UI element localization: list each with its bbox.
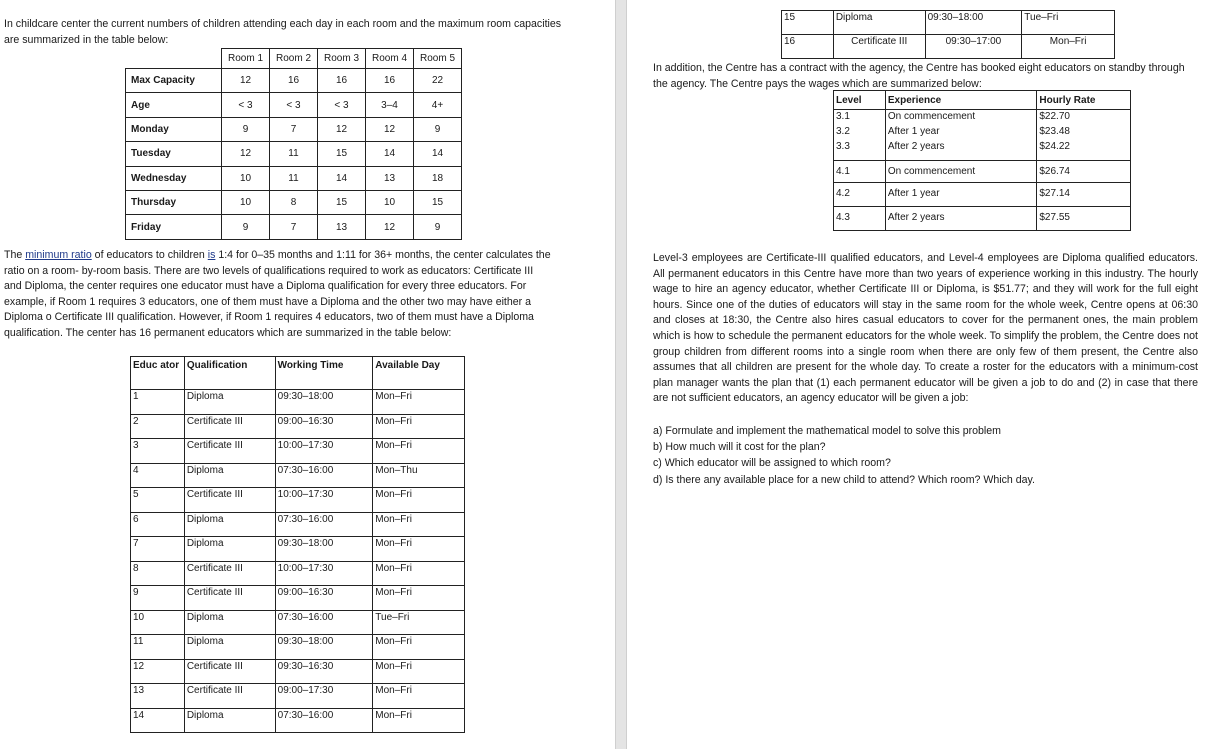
- table-cell: 12: [222, 142, 270, 166]
- hourly-rate-cell: [1037, 110, 1131, 161]
- hourly-rate-header: Hourly Rate: [1037, 91, 1131, 110]
- room-header: Room 5: [414, 49, 462, 69]
- level-paragraph: Level-3 employees are Certificate-III qualified educators, and Level-4 employees are Diploma qualified educators. All permanent educators in this Centre have more than two years of experience working in this industry. The hourly wage to hire an agency educator, whether Certificate III or Diploma, is $51.77; and they will work for the full eight hours. Since one of the duties of educators will stay in the same room for the whole week, Centre opens at 06:30 and closes at 18:30, the Centre also hires casual educators to cover for the permanent ones, the main problem which is how to schedule the permanent educators for the whole week. To simplify the problem, the Centre does not group children from different rooms into a single room when there are only few of them present, the Centre also assumes that all children are present for the whole day. To create a roster for the educators with a minimum-cost plan manager wants the plan that (1) each permanent educator will be given a job to do and (2) in case that there are not sufficient educators, an agency educator will be given a job:: [653, 252, 1198, 405]
- available-day: Mon–Fri: [373, 708, 465, 733]
- table-row: [131, 610, 465, 635]
- document-page-right: [627, 0, 1219, 749]
- table-cell: 9: [414, 215, 462, 239]
- row-label: Max Capacity: [126, 69, 222, 93]
- experience: On commencement: [887, 111, 976, 122]
- hourly-rate-cell: [1037, 207, 1131, 231]
- qualification: Diploma: [184, 708, 275, 733]
- table-cell: 14: [318, 166, 366, 190]
- table-cell: 10: [222, 190, 270, 214]
- level-cell: [834, 161, 886, 183]
- hourly-rate: $27.14: [1039, 188, 1070, 199]
- educator-id: 9: [131, 586, 185, 611]
- qualification: Diploma: [184, 463, 275, 488]
- table-row: [834, 183, 1131, 207]
- table-row: [126, 215, 462, 239]
- table-row: [126, 166, 462, 190]
- table-row: [131, 635, 465, 660]
- level: 3.2: [836, 126, 850, 137]
- row-label: Wednesday: [126, 166, 222, 190]
- experience-cell: [885, 110, 1037, 161]
- working-time: 09:30–17:00: [925, 35, 1022, 59]
- experience-header: Experience: [885, 91, 1037, 110]
- qualification: Certificate III: [184, 561, 275, 586]
- hourly-rate: $27.55: [1039, 212, 1070, 223]
- table-row: [131, 439, 465, 464]
- table-cell: 14: [366, 142, 414, 166]
- row-label: Monday: [126, 117, 222, 141]
- level: 4.3: [836, 212, 850, 223]
- wage-table: [833, 90, 1131, 231]
- table-cell: 9: [222, 215, 270, 239]
- table-row: [131, 390, 465, 415]
- table-row: [131, 586, 465, 611]
- working-time: 09:30–16:30: [275, 659, 373, 684]
- hourly-rate: $26.74: [1039, 166, 1070, 177]
- available-day: Mon–Fri: [373, 635, 465, 660]
- ratio-paragraph: [4, 248, 552, 342]
- available-day: Mon–Fri: [373, 684, 465, 709]
- available-day: Mon–Fri: [373, 439, 465, 464]
- table-row: [131, 463, 465, 488]
- table-cell: 16: [318, 69, 366, 93]
- available-day: Mon–Fri: [373, 561, 465, 586]
- hourly-rate-cell: [1037, 183, 1131, 207]
- working-time: 10:00–17:30: [275, 561, 373, 586]
- educator-id: 16: [782, 35, 834, 59]
- qualification: Certificate III: [184, 439, 275, 464]
- educator-id: 7: [131, 537, 185, 562]
- ratio-rest: 1:4 for 0–35 months and 1:11 for 36+ months, the center calculates the ratio on a room- by-room basis. There are two levels of qualifications required to work as educators: Certificate III and Diploma, the center requires one educator must have a Diploma qualification for every three educators. For example, if Room 1 requires 3 educators, one of them must have a Diploma and the other two may have either a Diploma o Certificate III qualification. However, if Room 1 requires 4 educators, two of them must have a Diploma qualification. The center has 16 permanent educators which are summarized in the table below:: [4, 249, 551, 339]
- experience: On commencement: [887, 166, 976, 177]
- educator-id: 1: [131, 390, 185, 415]
- hourly-rate: $23.48: [1039, 126, 1070, 137]
- table-row: [782, 35, 1115, 59]
- table-row: [131, 488, 465, 513]
- table-cell: 9: [414, 117, 462, 141]
- question-item: b) How much will it cost for the plan?: [653, 441, 826, 454]
- table-cell: 12: [366, 215, 414, 239]
- level: 3.1: [836, 111, 850, 122]
- table-cell: 22: [414, 69, 462, 93]
- question-item: c) Which educator will be assigned to which room?: [653, 457, 891, 470]
- question-list: [653, 423, 1198, 488]
- table-row: [126, 190, 462, 214]
- qualification: Certificate III: [184, 488, 275, 513]
- row-label: Thursday: [126, 190, 222, 214]
- is-link[interactable]: is: [207, 249, 216, 261]
- table-cell: < 3: [318, 93, 366, 117]
- table-row: [126, 69, 462, 93]
- table-row: [834, 161, 1131, 183]
- table-cell: 18: [414, 166, 462, 190]
- row-label: Tuesday: [126, 142, 222, 166]
- table-row: [834, 110, 1131, 161]
- ratio-prefix: The: [4, 249, 26, 261]
- working-time-header: Working Time: [275, 357, 373, 390]
- table-cell: 7: [270, 215, 318, 239]
- qualification: Certificate III: [184, 586, 275, 611]
- question-item: a) Formulate and implement the mathematical model to solve this problem: [653, 425, 1001, 437]
- educator-id: 15: [782, 11, 834, 35]
- available-day: Mon–Fri: [373, 586, 465, 611]
- room-header: Room 1: [222, 49, 270, 69]
- level-header: Level: [834, 91, 886, 110]
- educator-id: 8: [131, 561, 185, 586]
- level-cell: [834, 183, 886, 207]
- qualification: Diploma: [184, 537, 275, 562]
- table-row: [126, 93, 462, 117]
- experience-cell: [885, 183, 1037, 207]
- row-label: Friday: [126, 215, 222, 239]
- table-cell: 14: [414, 142, 462, 166]
- table-cell: 10: [366, 190, 414, 214]
- educator-id: 4: [131, 463, 185, 488]
- educator-id: 2: [131, 414, 185, 439]
- educator-id: 12: [131, 659, 185, 684]
- table-cell: 15: [318, 142, 366, 166]
- experience: After 1 year: [887, 188, 940, 199]
- qualification: Diploma: [184, 512, 275, 537]
- educator-id: 5: [131, 488, 185, 513]
- working-time: 07:30–16:00: [275, 463, 373, 488]
- available-day: Mon–Fri: [373, 512, 465, 537]
- working-time: 09:30–18:00: [925, 11, 1022, 35]
- available-day: Mon–Fri: [373, 414, 465, 439]
- available-day: Mon–Fri: [373, 659, 465, 684]
- qualification: Diploma: [184, 635, 275, 660]
- working-time: 09:00–16:30: [275, 414, 373, 439]
- table-cell: 8: [270, 190, 318, 214]
- working-time: 09:00–17:30: [275, 684, 373, 709]
- table-row: [131, 414, 465, 439]
- table-row: [834, 207, 1131, 231]
- working-time: 10:00–17:30: [275, 488, 373, 513]
- table-row: [131, 684, 465, 709]
- level-cell: [834, 207, 886, 231]
- intro-paragraph: In childcare center the current numbers of children attending each day in each room and the maximum room capacities are summarized in the table below:: [4, 18, 562, 46]
- qualification-header: Qualification: [184, 357, 275, 390]
- qualification: Diploma: [184, 390, 275, 415]
- table-cell: 11: [270, 166, 318, 190]
- table-row: [126, 117, 462, 141]
- table-row: [131, 561, 465, 586]
- table-cell: 9: [222, 117, 270, 141]
- available-day: Tue–Fri: [1022, 11, 1115, 35]
- table-cell: 13: [318, 215, 366, 239]
- table-row: [131, 537, 465, 562]
- hourly-rate-cell: [1037, 161, 1131, 183]
- room-header: Room 2: [270, 49, 318, 69]
- table-row: [131, 659, 465, 684]
- available-day: Mon–Thu: [373, 463, 465, 488]
- table-row: [131, 708, 465, 733]
- educator-id: 11: [131, 635, 185, 660]
- table-cell: 4+: [414, 93, 462, 117]
- experience: After 2 years: [887, 141, 945, 152]
- page-gutter: [615, 0, 627, 749]
- available-day-header: Available Day: [373, 357, 465, 390]
- qualification: Certificate III: [184, 414, 275, 439]
- working-time: 07:30–16:00: [275, 512, 373, 537]
- level: 4.2: [836, 188, 850, 199]
- educator-id: 6: [131, 512, 185, 537]
- working-time: 09:00–16:30: [275, 586, 373, 611]
- available-day: Mon–Fri: [373, 488, 465, 513]
- room-header: Room 4: [366, 49, 414, 69]
- agency-paragraph: In addition, the Centre has a contract with the agency, the Centre has booked eight educators on standby through the agency. The Centre pays the wages which are summarized below:: [653, 62, 1185, 90]
- working-time: 07:30–16:00: [275, 610, 373, 635]
- table-cell: 11: [270, 142, 318, 166]
- educator-id: 13: [131, 684, 185, 709]
- qualification: Diploma: [833, 11, 925, 35]
- experience: After 1 year: [887, 126, 940, 137]
- row-label: Age: [126, 93, 222, 117]
- available-day: Mon–Fri: [1022, 35, 1115, 59]
- experience: After 2 years: [887, 212, 945, 223]
- table-row: [131, 512, 465, 537]
- working-time: 09:30–18:00: [275, 390, 373, 415]
- table-cell: 12: [366, 117, 414, 141]
- room-header: Room 3: [318, 49, 366, 69]
- table-cell: < 3: [270, 93, 318, 117]
- educator-table-continued: [781, 10, 1115, 59]
- hourly-rate: $22.70: [1039, 111, 1070, 122]
- available-day: Mon–Fri: [373, 537, 465, 562]
- experience-cell: [885, 161, 1037, 183]
- level-cell: [834, 110, 886, 161]
- table-row: [782, 11, 1115, 35]
- qualification: Diploma: [184, 610, 275, 635]
- working-time: 10:00–17:30: [275, 439, 373, 464]
- hourly-rate: $24.22: [1039, 141, 1070, 152]
- working-time: 09:30–18:00: [275, 635, 373, 660]
- table-cell: 7: [270, 117, 318, 141]
- qualification: Certificate III: [184, 659, 275, 684]
- level: 4.1: [836, 166, 850, 177]
- experience-cell: [885, 207, 1037, 231]
- available-day: Tue–Fri: [373, 610, 465, 635]
- educator-id: 3: [131, 439, 185, 464]
- table-cell: 13: [366, 166, 414, 190]
- educator-table: [130, 356, 465, 733]
- table-cell: 12: [222, 69, 270, 93]
- ratio-mid: of educators to children: [91, 249, 208, 261]
- educator-id: 14: [131, 708, 185, 733]
- table-cell: 12: [318, 117, 366, 141]
- table-cell: 16: [366, 69, 414, 93]
- working-time: 09:30–18:00: [275, 537, 373, 562]
- minimum-ratio-link[interactable]: minimum ratio: [25, 249, 92, 261]
- room-capacity-table: [125, 48, 462, 240]
- level: 3.3: [836, 141, 850, 152]
- educator-header: Educ ator: [131, 357, 185, 390]
- qualification: Certificate III: [833, 35, 925, 59]
- table-cell: 16: [270, 69, 318, 93]
- educator-id: 10: [131, 610, 185, 635]
- table-cell: 15: [318, 190, 366, 214]
- table-cell: 15: [414, 190, 462, 214]
- question-item: d) Is there any available place for a new child to attend? Which room? Which day.: [653, 473, 1035, 486]
- working-time: 07:30–16:00: [275, 708, 373, 733]
- table-row: [126, 142, 462, 166]
- table-cell: 10: [222, 166, 270, 190]
- table-corner: [126, 49, 222, 69]
- qualification: Certificate III: [184, 684, 275, 709]
- available-day: Mon–Fri: [373, 390, 465, 415]
- table-cell: 3–4: [366, 93, 414, 117]
- table-cell: < 3: [222, 93, 270, 117]
